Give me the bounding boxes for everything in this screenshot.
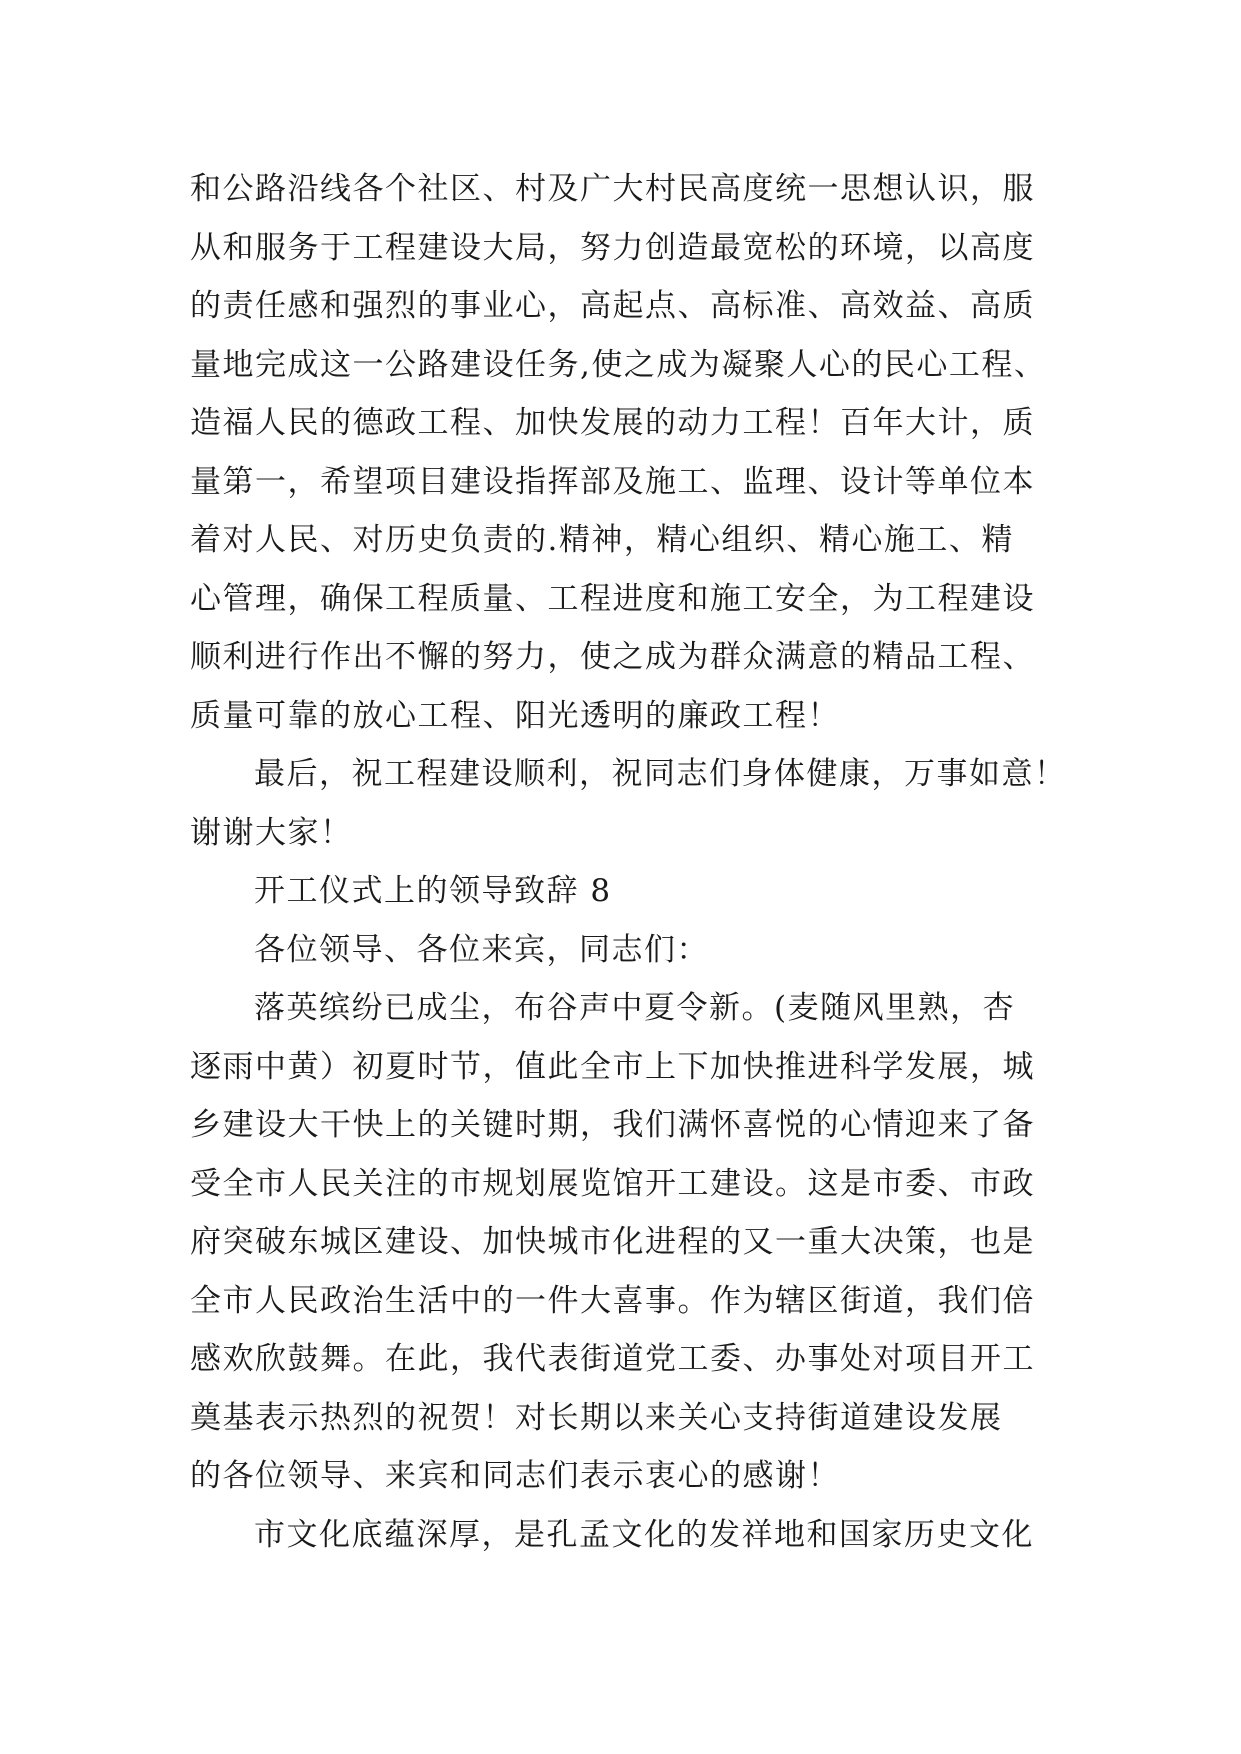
text-line: 感欢欣鼓舞。在此，我代表街道党工委、办事处对项目开工 — [190, 1341, 1035, 1377]
text-line: 量第一，希望项目建设指挥部及施工、监理、设计等单位本 — [190, 463, 1035, 500]
text-line: 府突破东城区建设、加快城市化进程的又一重大决策，也是 — [190, 1224, 1035, 1260]
text-line: 全市人民政治生活中的一件大喜事。作为辖区街道，我们倍 — [190, 1282, 1035, 1319]
text-line: 各位领导、各位来宾，同志们： — [254, 931, 709, 968]
text-line: 受全市人民关注的市规划展览馆开工建设。这是市委、市政 — [190, 1165, 1035, 1202]
text-line: 心管理，确保工程质量、工程进度和施工安全，为工程建设 — [190, 580, 1035, 617]
text-line: 落英缤纷已成尘，布谷声中夏令新。(麦随风里熟，杏 — [254, 990, 1016, 1026]
text-line: 的各位领导、来宾和同志们表示衷心的感谢！ — [190, 1458, 840, 1494]
text-line: 顺利进行作出不懈的努力，使之成为群众满意的精品工程、 — [190, 639, 1035, 675]
text-line: 造福人民的德政工程、加快发展的动力工程！百年大计，质 — [190, 405, 1035, 441]
text-line: 量地完成这一公路建设任务,使之成为凝聚人心的民心工程、 — [190, 346, 1047, 383]
text-line: 谢谢大家！ — [190, 814, 353, 851]
text-line: 逐雨中黄）初夏时节，值此全市上下加快推进科学发展，城 — [190, 1048, 1035, 1085]
text-line: 和公路沿线各个社区、村及广大村民高度统一思想认识，服 — [190, 171, 1035, 207]
text-line: 着对人民、对历史负责的.精神，精心组织、精心施工、精 — [190, 522, 1014, 558]
document-body — [190, 160, 1090, 1564]
text-line: 从和服务于工程建设大局，努力创造最宽松的环境，以高度 — [190, 229, 1035, 266]
text-line: 最后，祝工程建设顺利，祝同志们身体健康，万事如意！ — [254, 756, 1067, 792]
text-line: 乡建设大干快上的关键时期，我们满怀喜悦的心情迎来了备 — [190, 1107, 1035, 1143]
text-line: 开工仪式上的领导致辞 8 — [254, 873, 612, 909]
text-line: 市文化底蕴深厚，是孔孟文化的发祥地和国家历史文化 — [254, 1516, 1034, 1553]
text-line: 的责任感和强烈的事业心，高起点、高标准、高效益、高质 — [190, 288, 1035, 324]
text-line: 质量可靠的放心工程、阳光透明的廉政工程！ — [190, 697, 840, 734]
text-line: 奠基表示热烈的祝贺！对长期以来关心支持街道建设发展 — [190, 1399, 1003, 1436]
